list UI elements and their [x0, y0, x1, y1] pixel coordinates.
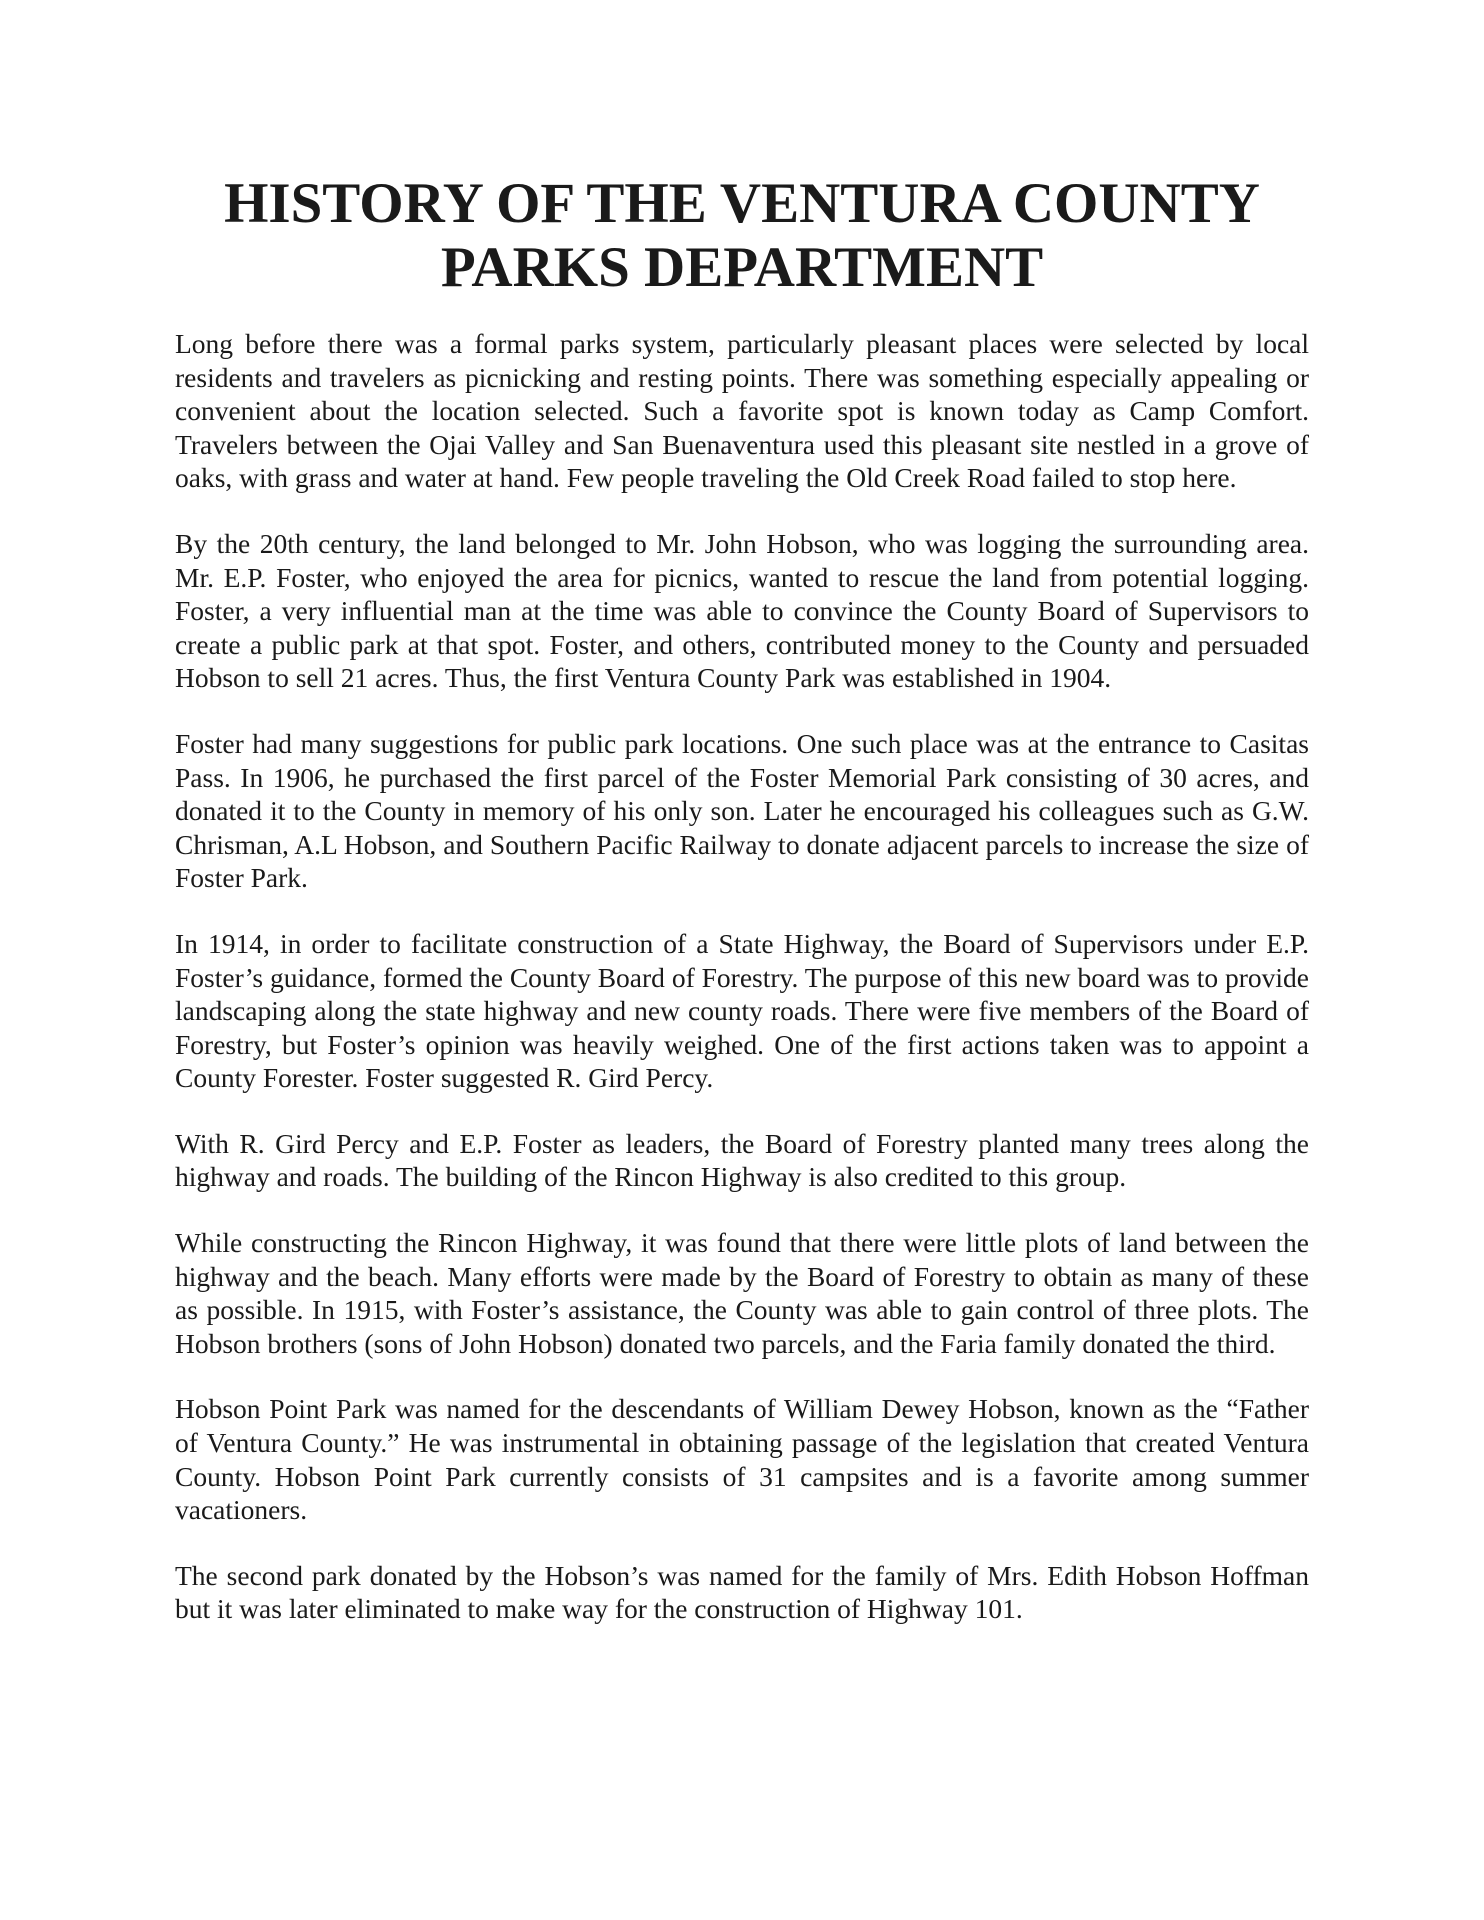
paragraph-6: While constructing the Rincon Highway, it was found that there were little plots of land between the highway and the beach. Many efforts were made by the Board of Forestry to obtain as many of these as possible. In 1915, with Foster’s assistance, the County was able to gain control of three plots. The Hobson brothers (sons of John Hobson) donated two parcels, and the Faria family donated the third.	[175, 1227, 1309, 1359]
document-body	[175, 327, 1309, 1658]
title-line-1: HISTORY OF THE VENTURA COUNTY	[224, 172, 1260, 235]
paragraph-4: In 1914, in order to facilitate construction of a State Highway, the Board of Supervisors under E.P. Foster’s guidance, formed the County Board of Forestry. The purpose of this new board was to provide landscaping along the state highway and new county roads. There were five members of the Board of Forestry, but Foster’s opinion was heavily weighed. One of the first actions taken was to appoint a County Forester. Foster suggested R. Gird Percy.	[175, 927, 1309, 1094]
document-title	[175, 172, 1309, 300]
paragraph-8: The second park donated by the Hobson’s was named for the family of Mrs. Edith Hobson Hoffman but it was later eliminated to make way for the construction of Highway 101.	[175, 1559, 1309, 1625]
title-line-2: PARKS DEPARTMENT	[440, 236, 1044, 299]
paragraph-7: Hobson Point Park was named for the descendants of William Dewey Hobson, known as the “Father of Ventura County.” He was instrumental in obtaining passage of the legislation that created Ventura County. Hobson Point Park currently consists of 31 campsites and is a favorite among summer vacationers.	[175, 1393, 1309, 1526]
paragraph-3: Foster had many suggestions for public park locations. One such place was at the entrance to Casitas Pass. In 1906, he purchased the first parcel of the Foster Memorial Park consisting of 30 acres, and donated it to the County in memory of his only son. Later he encouraged his colleagues such as G.W. Chrisman, A.L Hobson, and Southern Pacific Railway to donate adjacent parcels to increase the size of Foster Park.	[175, 727, 1309, 894]
paragraph-1: Long before there was a formal parks system, particularly pleasant places were selected by local residents and travelers as picnicking and resting points. There was something especially appealing or convenient about the location selected. Such a favorite spot is known today as Camp Comfort. Travelers between the Ojai Valley and San Buenaventura used this pleasant site nestled in a grove of oaks, with grass and water at hand. Few people traveling the Old Creek Road failed to stop here.	[175, 328, 1309, 494]
paragraph-5: With R. Gird Percy and E.P. Foster as leaders, the Board of Forestry planted many trees along the highway and roads. The building of the Rincon Highway is also credited to this group.	[175, 1127, 1309, 1193]
paragraph-2: By the 20th century, the land belonged to Mr. John Hobson, who was logging the surrounding area. Mr. E.P. Foster, who enjoyed the area for picnics, wanted to rescue the land from potential logging. Foster, a very influential man at the time was able to convince the County Board of Supervisors to create a public park at that spot. Foster, and others, contributed money to the County and persuaded Hobson to sell 21 acres. Thus, the first Ventura County Park was established in 1904.	[175, 527, 1309, 694]
